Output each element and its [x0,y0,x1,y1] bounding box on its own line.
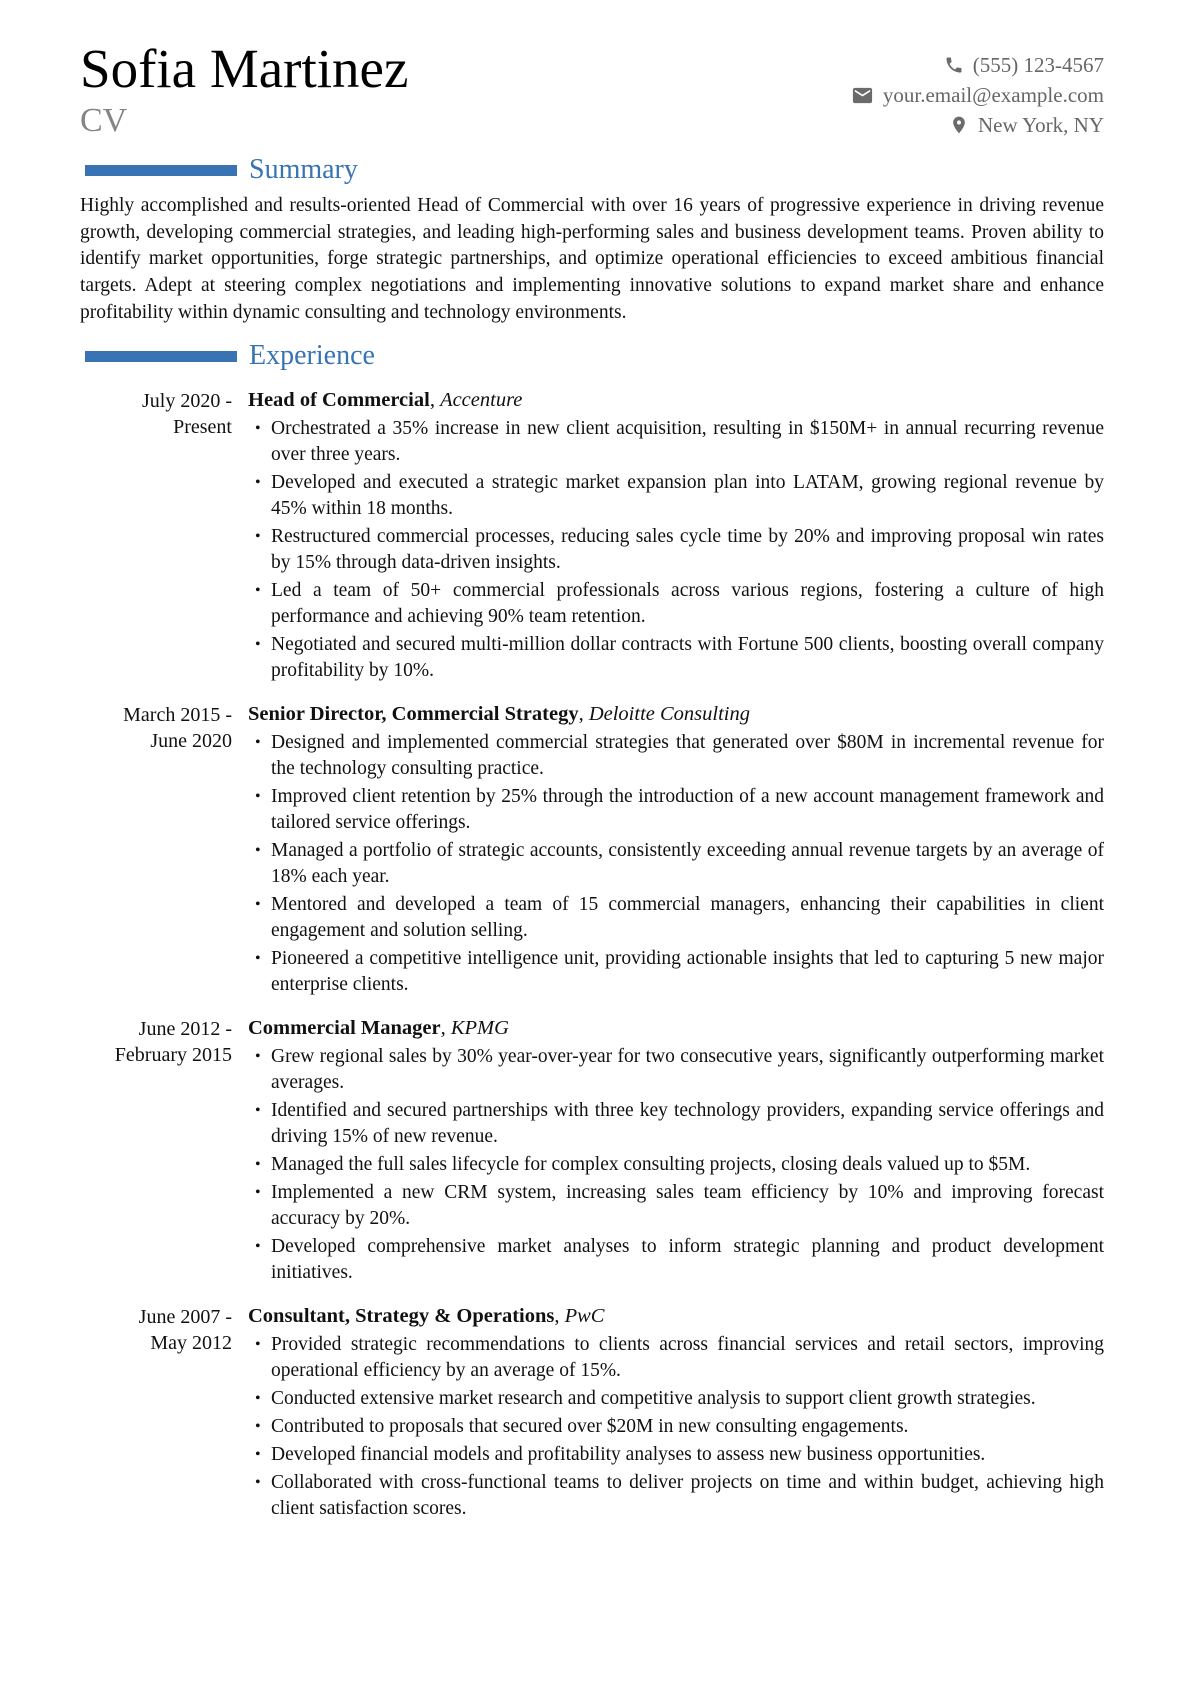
job-entry [80,1303,1104,1524]
job-dates [80,701,232,1000]
contact-phone-line [851,50,1104,80]
job-bullet: • Developed comprehensive market analyses to inform strategic planning and product development initiatives. [248,1234,1104,1286]
job-bullet: • Conducted extensive market research and competitive analysis to support client growth strategies. [248,1386,1104,1412]
contact-block [851,40,1104,140]
job-bullet: • Led a team of 50+ commercial professionals across various regions, fostering a culture of high performance and achieving 90% team retention. [248,578,1104,630]
job-bullet: • Developed financial models and profitability analyses to assess new business opportunities. [248,1442,1104,1468]
job-company: KPMG [450,1017,509,1040]
job-bullet: • Mentored and developed a team of 15 commercial managers, enhancing their capabilities in client engagement and solution selling. [248,892,1104,944]
job-date-line2: February 2015 [114,1044,232,1067]
job-bullet: • Improved client retention by 25% through the introduction of a new account management framework and tailored service offerings. [248,784,1104,836]
job-bullet: • Pioneered a competitive intelligence unit, providing actionable insights that led to capturing 5 new major enterprise clients. [248,946,1104,998]
header [80,40,1104,140]
phone-number: (555) 123-4567 [972,53,1104,77]
job-bullet: • Grew regional sales by 30% year-over-year for two consecutive years, significantly outperforming market averages. [248,1044,1104,1096]
job-date-line2: Present [173,416,232,439]
job-bullet: • Managed a portfolio of strategic accounts, consistently exceeding annual revenue targets by an average of 18% each year. [248,838,1104,890]
job-bullets [248,730,1104,998]
job-company: Deloitte Consulting [588,703,750,726]
job-body [248,1303,1104,1524]
job-date-line2: May 2012 [150,1332,232,1355]
experience-entries [80,387,1104,1524]
job-title: Head of Commercial [248,389,430,412]
job-body [248,701,1104,1000]
section-rule [85,165,237,176]
job-bullet: • Collaborated with cross-functional teams to deliver projects on time and within budget, achieving high client satisfaction scores. [248,1470,1104,1522]
job-entry [80,701,1104,1000]
job-title-separator: , [554,1305,565,1328]
job-bullet: • Developed and executed a strategic market expansion plan into LATAM, growing regional revenue by 45% within 18 months. [248,470,1104,522]
job-dates [80,387,232,686]
person-name: Sofia Martinez [80,38,409,99]
job-title-separator: , [440,1017,451,1040]
job-heading [248,701,1104,727]
job-title: Commercial Manager [248,1017,441,1040]
section-title-summary: Summary [249,154,358,185]
job-company: PwC [564,1305,605,1328]
experience-section [80,340,1104,1524]
job-bullet: • Restructured commercial processes, reducing sales cycle time by 20% and improving proposal win rates by 15% through data-driven insights. [248,524,1104,576]
phone-icon [944,55,964,75]
job-title-separator: , [429,389,441,412]
job-date-line2: June 2020 [150,730,232,753]
section-rule [85,351,237,362]
job-bullet: • Identified and secured partnerships with three key technology providers, expanding service offerings and driving 15% of new revenue. [248,1098,1104,1150]
job-heading [248,1303,1104,1329]
job-bullets [248,416,1104,684]
job-heading [248,387,1104,413]
job-date-line1: March 2015 - [123,704,232,727]
cv-subtitle: CV [80,102,128,140]
job-body [248,1015,1104,1288]
job-dates [80,1303,232,1524]
contact-location-line [851,110,1104,140]
email-address: your.email@example.com [882,83,1104,107]
job-bullet: • Contributed to proposals that secured over $20M in new consulting engagements. [248,1414,1104,1440]
experience-section-heading [80,340,1104,372]
job-dates [80,1015,232,1288]
job-bullet: • Negotiated and secured multi-million dollar contracts with Fortune 500 clients, boosting overall company profitability by 10%. [248,632,1104,684]
job-title-separator: , [578,703,589,726]
section-title-experience: Experience [249,340,375,372]
job-body [248,387,1104,686]
job-bullet: • Implemented a new CRM system, increasing sales team efficiency by 10% and improving forecast accuracy by 20%. [248,1180,1104,1232]
job-date-line1: June 2012 - [138,1018,232,1041]
contact-email-line [851,80,1104,110]
summary-section [80,154,1104,326]
job-heading [248,1015,1104,1041]
job-bullet: • Managed the full sales lifecycle for complex consulting projects, closing deals valued up to $5M. [248,1152,1104,1178]
job-title: Senior Director, Commercial Strategy [248,703,579,726]
map-pin-icon [949,115,969,135]
job-bullet: • Orchestrated a 35% increase in new client acquisition, resulting in $150M+ in annual recurring revenue over three years. [248,416,1104,468]
job-bullet: • Designed and implemented commercial strategies that generated over $80M in incremental revenue for the technology consulting practice. [248,730,1104,782]
identity-block [80,40,408,138]
job-company: Accenture [440,389,523,412]
job-date-line1: July 2020 - [142,390,232,413]
job-bullet: • Provided strategic recommendations to clients across financial services and retail sectors, improving operational efficiency by an average of 15%. [248,1332,1104,1384]
job-entry [80,1015,1104,1288]
job-title: Consultant, Strategy & Operations [248,1305,555,1328]
job-entry [80,387,1104,686]
summary-text: Highly accomplished and results-oriented Head of Commercial with over 16 years of progressive experience in driving revenue growth, developing commercial strategies, and leading high-performing sales and business development teams. Proven ability to identify market opportunities, forge strategic partnerships, and optimize operational efficiencies to exceed ambitious financial targets. Adept at steering complex negotiations and implementing innovative solutions to expand market share and enhance profitability within dynamic consulting and technology environments. [80,195,1104,323]
summary-section-heading [80,154,1104,186]
location-text: New York, NY [977,113,1104,137]
job-bullets [248,1332,1104,1522]
job-bullets [248,1044,1104,1286]
job-date-line1: June 2007 - [138,1306,232,1329]
envelope-icon [851,84,874,107]
